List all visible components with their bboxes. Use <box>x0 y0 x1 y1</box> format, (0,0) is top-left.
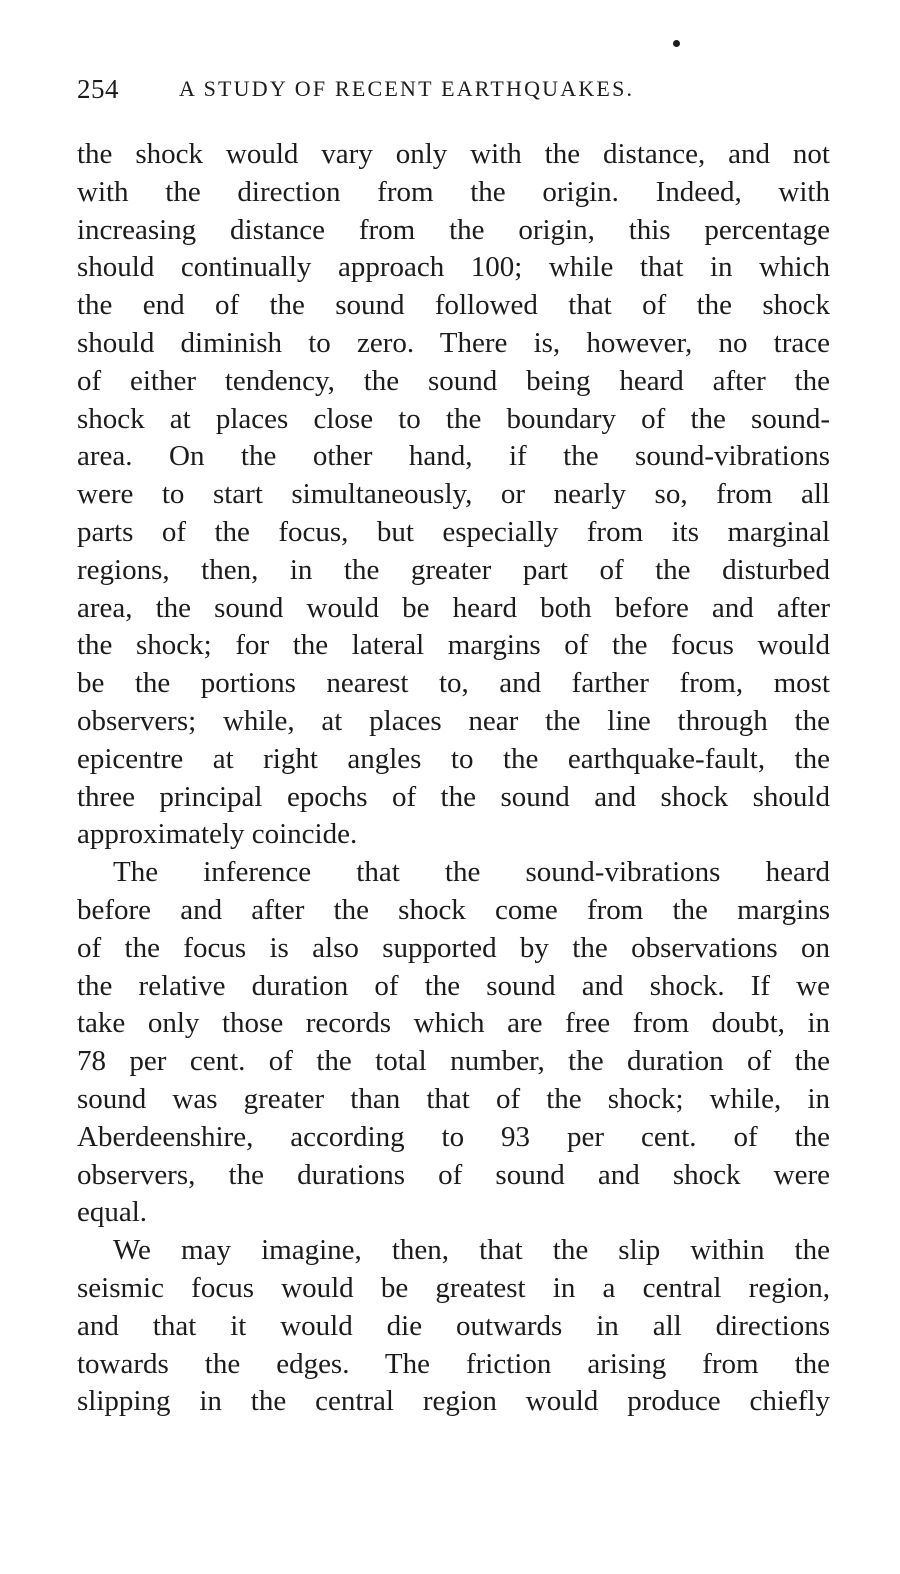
text-line: sound was greater than that of the shock; while, in <box>77 1082 830 1115</box>
text-line: of either tendency, the sound being heard after the <box>77 364 830 397</box>
text-line: 78 per cent. of the total number, the duration of the <box>77 1045 830 1078</box>
text-line: the end of the sound followed that of the shock <box>77 289 830 322</box>
text-line: equal. <box>77 1196 148 1229</box>
running-head: A STUDY OF RECENT EARTHQUAKES. <box>179 76 635 101</box>
text-line: The inference that the sound-vibrations heard <box>113 856 830 889</box>
text-line: We may imagine, then, that the slip within the <box>113 1234 830 1267</box>
text-line: area. On the other hand, if the sound-vibrations <box>77 440 830 473</box>
text-line: the shock would vary only with the distance, and not <box>77 138 830 170</box>
text-line: observers; while, at places near the line through the <box>77 704 830 737</box>
page-header <box>77 70 817 110</box>
text-line: epicentre at right angles to the earthquake-fault, the <box>77 742 830 775</box>
text-line: parts of the focus, but especially from its marginal <box>77 515 830 548</box>
text-line: take only those records which are free from doubt, in <box>77 1007 830 1040</box>
text-line: slipping in the central region would produce chiefly <box>77 1385 830 1418</box>
body-text <box>77 136 830 1421</box>
text-line: Aberdeenshire, according to 93 per cent. of the <box>77 1120 830 1153</box>
text-line: area, the sound would be heard both before and after <box>77 591 830 624</box>
text-line: and that it would die outwards in all directions <box>77 1309 830 1342</box>
text-line: the shock; for the lateral margins of the focus would <box>77 629 830 662</box>
text-line: increasing distance from the origin, this percentage <box>77 213 830 246</box>
ink-speck <box>673 40 680 47</box>
text-line: towards the edges. The friction arising from the <box>77 1347 830 1380</box>
text-line: regions, then, in the greater part of the disturbed <box>77 553 830 586</box>
text-line: the relative duration of the sound and shock. If we <box>77 969 830 1002</box>
text-line: seismic focus would be greatest in a central region, <box>77 1271 830 1304</box>
text-line: shock at places close to the boundary of the sound- <box>77 402 830 435</box>
text-line: observers, the durations of sound and shock were <box>77 1158 830 1191</box>
text-line: were to start simultaneously, or nearly so, from all <box>77 478 830 511</box>
text-line: before and after the shock come from the margins <box>77 893 830 926</box>
text-line: be the portions nearest to, and farther from, most <box>77 667 830 700</box>
text-line: approximately coincide. <box>77 818 358 851</box>
text-line: three principal epochs of the sound and shock should <box>77 780 830 813</box>
text-line: should continually approach 100; while that in which <box>77 251 830 284</box>
text-line: with the direction from the origin. Indeed, with <box>77 175 830 208</box>
text-line: of the focus is also supported by the observations on <box>77 931 830 964</box>
text-line: should diminish to zero. There is, however, no trace <box>77 326 830 359</box>
page-number: 254 <box>77 74 119 104</box>
